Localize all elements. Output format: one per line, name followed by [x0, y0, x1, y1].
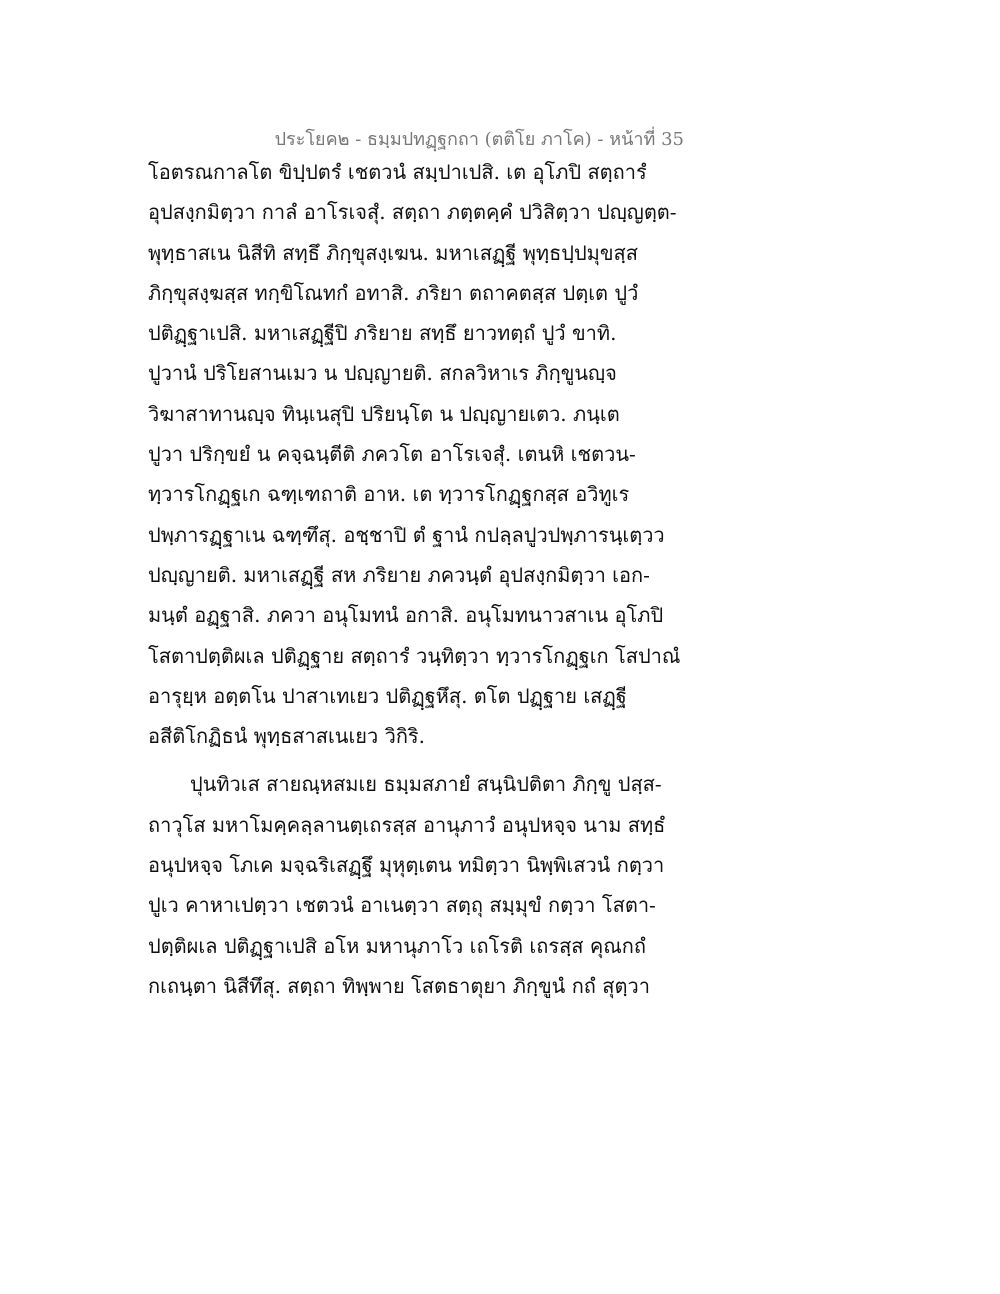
paragraph-2: [148, 764, 708, 1006]
text-line: ทฺวารโกฏฺฐเก ฉฑฺเฑถาติ อาห. เต ทฺวารโกฏฺฐกสฺส อวิทูเร: [148, 482, 630, 507]
text-line: มนฺตํ อฏฺฐาสิ. ภควา อนุโมทนํ อกาสิ. อนุโมทนาวสาเน อุโภปิ: [148, 603, 664, 628]
text-line: อนุปหจฺจ โภเค มจฺฉริเสฏฺฐึ มุหุตฺเตน ทมิตฺวา นิพฺพิเสวนํ กตฺวา: [148, 853, 665, 878]
body-text: [148, 152, 708, 1006]
text-line: ปูวา ปริกฺขยํ น คจฺฉนฺตีติ ภควโต อาโรเจสุํ. เตนหิ เชตวน-: [148, 442, 636, 467]
text-line: โสตาปตฺติผเล ปติฏฺฐาย สตฺถารํ วนฺทิตฺวา ทฺวารโกฏฺฐเก โสปาณํ: [148, 643, 681, 668]
paragraph-gap: [148, 756, 708, 764]
text-line: อารุยฺห อตฺตโน ปาสาเทเยว ปติฏฺฐหึสุ. ตโต ปฏฺฐาย เสฏฺฐี: [148, 683, 627, 708]
text-line: วิฆาสาทานญฺจ ทินฺเนสุปิ ปริยนฺโต น ปญฺญายเตว. ภนฺเต: [148, 401, 620, 426]
text-line: อสีติโกฏิธนํ พุทฺธสาสเนเยว วิกิริ.: [148, 724, 426, 749]
text-line: ปูเว คาหาเปตฺวา เชตวนํ อาเนตฺวา สตฺถุ สมฺมุขํ กตฺวา โสตา-: [148, 893, 656, 918]
text-line: ปญฺญายติ. มหาเสฏฺฐี สห ภริยาย ภควนฺตํ อุปสงฺกมิตฺวา เอก-: [148, 562, 650, 587]
text-line: ปติฏฺฐาเปสิ. มหาเสฏฺฐีปิ ภริยาย สทฺธึ ยาวทตฺถํ ปูวํ ขาทิ.: [148, 321, 617, 346]
paragraph-1: [148, 152, 708, 756]
text-line: ปูวานํ ปริโยสานเมว น ปญฺญายติ. สกลวิหาเร ภิกฺขูนญฺจ: [148, 361, 617, 386]
text-line: อุปสงฺกมิตฺวา กาลํ อาโรเจสุํ. สตฺถา ภตฺตคฺคํ ปวิสิตฺวา ปญฺญตฺต-: [148, 200, 677, 225]
text-line: ปพฺภารฏฺฐาเน ฉฑฺฑึสุ. อชฺชาปิ ตํ ฐานํ กปลฺลปูวปพฺภารนฺเตฺวว: [148, 522, 665, 547]
text-line: ถาวุโส มหาโมคฺคลฺลานตฺเถรสฺส อานุภาวํ อนุปหจฺจ นาม สทฺธํ: [148, 812, 666, 837]
text-line: พุทฺธาสเน นิสีทิ สทฺธึ ภิกฺขุสงฺเฆน. มหาเสฏฺฐี พุทฺธปฺปมุขสฺส: [148, 240, 638, 265]
text-line: ปุนทิวเส สายณฺหสมเย ธมฺมสภายํ สนฺนิปติตา ภิกฺขู ปสฺส-: [190, 772, 662, 797]
text-line: โอตรณกาลโต ขิปฺปตรํ เชตวนํ สมฺปาเปสิ. เต อุโภปิ สตฺถารํ: [148, 160, 647, 184]
text-line: ปตฺติผเล ปติฏฺฐาเปสิ อโห มหานุภาโว เถโรติ เถรสฺส คุณกถํ: [148, 933, 647, 958]
text-line: ภิกฺขุสงฺฆสฺส ทกฺขิโณทกํ อทาสิ. ภริยา ตถาคตสฺส ปตฺเต ปูวํ: [148, 280, 639, 305]
page-header: ประโยค๒ - ธมฺมปทฏฺฐกถา (ตติโย ภาโค) - หน้าที่ 35: [274, 129, 684, 150]
text-line: กเถนฺตา นิสีทึสุ. สตฺถา ทิพฺพาย โสตธาตุยา ภิกฺขูนํ กถํ สุตฺวา: [148, 973, 650, 998]
